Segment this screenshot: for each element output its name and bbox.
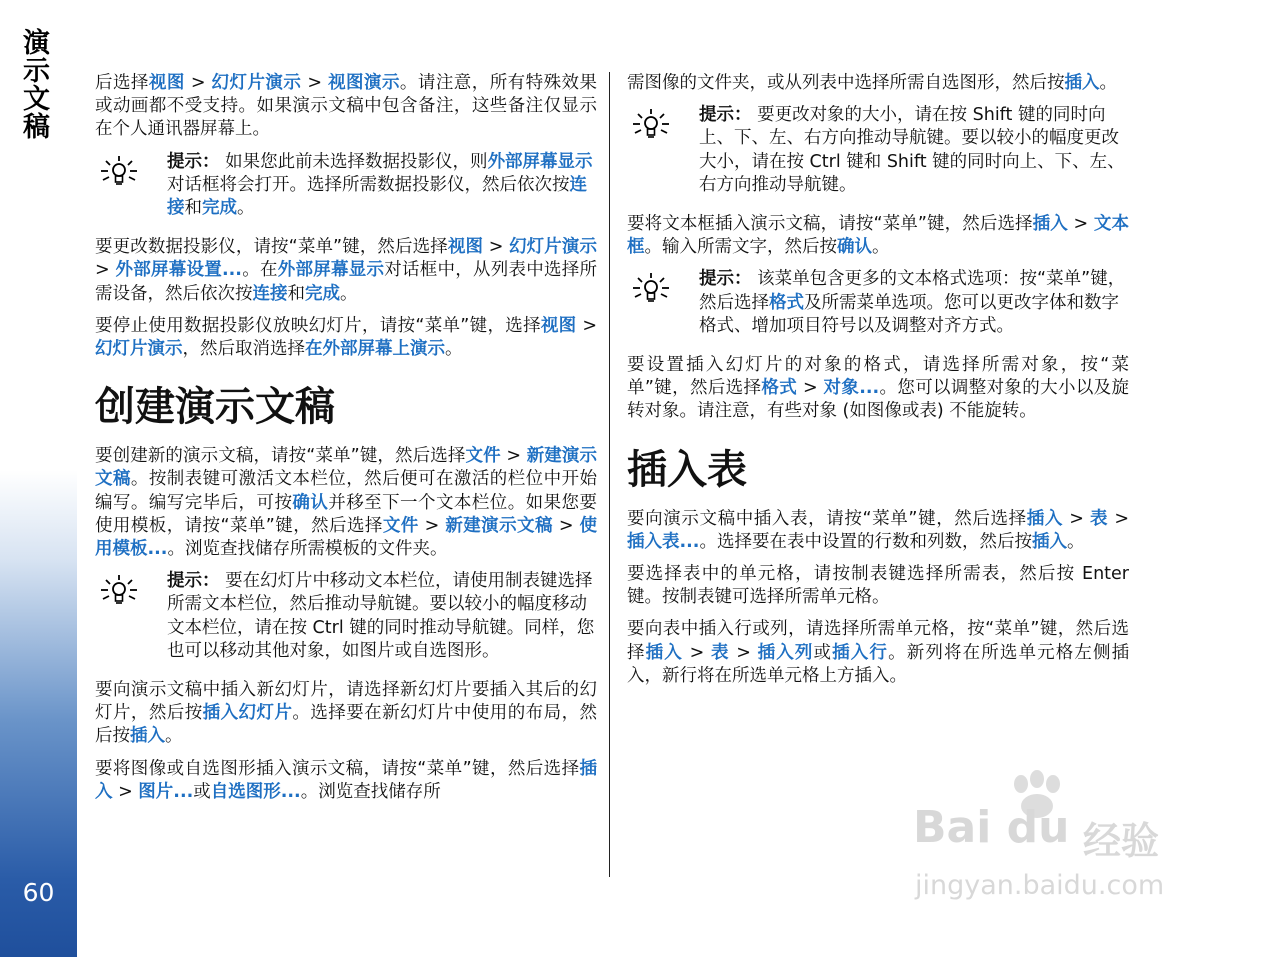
menu-reference: 幻灯片演示: [95, 339, 183, 360]
menu-reference: 在外部屏幕上演示: [305, 339, 445, 360]
page-number: 60: [22, 878, 55, 907]
text: 。您可以调整对象的大小以及旋转对象。请注意，有些对象 (如图像或表) 不能旋转。: [627, 378, 1130, 422]
text: 。: [237, 198, 255, 219]
text: 。按制表键可激活文本栏位，然后便可在激活的栏位中开始编写。编写完毕后，可按: [95, 469, 597, 513]
watermark-url: jingyan.baidu.com: [915, 870, 1165, 901]
text: 要更改对象的大小，请在按 Shift 键的同时向上、下、左、右方向推动导航键。要以较小的幅度更改大小，请在按 Ctrl 键和 Shift 键的同时向上、下、左、右方向推动导航键。: [699, 105, 1125, 195]
lightbulb-icon: [629, 270, 673, 310]
paragraph: [627, 213, 1129, 259]
text: 。: [1066, 531, 1085, 552]
paragraph: [627, 618, 1129, 688]
menu-reference: 插入列: [757, 642, 814, 663]
menu-reference: 幻灯片演示: [509, 237, 598, 258]
text: 。在: [241, 260, 278, 281]
menu-reference: 新建演示文稿: [95, 446, 598, 490]
text: >: [1108, 508, 1130, 529]
menu-reference: 表: [1090, 508, 1109, 529]
menu-reference: 使用模板...: [95, 515, 598, 560]
menu-reference: 新建演示文稿: [445, 515, 553, 536]
text: 要向表中插入行或列，请选择所需单元格，按“菜单”键，然后选择: [627, 619, 1129, 663]
menu-reference: 插入: [130, 726, 165, 747]
text: 需图像的文件夹，或从列表中选择所需自选图形，然后按: [627, 73, 1065, 93]
text: >: [184, 73, 212, 93]
text: >: [552, 515, 580, 536]
menu-reference: 视图: [447, 237, 484, 258]
menu-reference: 插入: [95, 758, 597, 802]
lightbulb-icon: [629, 106, 673, 146]
paragraph: [95, 315, 597, 361]
menu-reference: 文件: [465, 446, 501, 467]
tip-text: [167, 570, 597, 663]
paragraph: [95, 236, 597, 306]
menu-reference: 完成: [202, 198, 237, 219]
text: 该菜单包含更多的文本格式选项：按“菜单”键，然后选择: [699, 269, 1126, 313]
text: 。浏览查找储存所: [300, 781, 441, 802]
menu-reference: 确认: [837, 237, 872, 258]
tip-text: [167, 151, 597, 221]
text: >: [682, 642, 711, 663]
menu-reference: 格式: [761, 378, 798, 399]
text: 。: [872, 237, 890, 258]
menu-reference: 插入: [1064, 73, 1100, 93]
paragraph: [627, 563, 1129, 609]
column-divider: [609, 72, 610, 877]
tip-text: [699, 104, 1129, 197]
text: 如果您此前未选择数据投影仪，则: [219, 151, 488, 172]
menu-reference: 对象...: [823, 378, 880, 399]
text: 。: [165, 726, 183, 747]
text: 并移至下一个文本栏位。如果您要使用模板，请按“菜单”键，然后选择: [95, 492, 598, 536]
menu-reference: 插入: [1032, 214, 1068, 235]
text: 。选择要在表中设置的行数和列数，然后按: [699, 531, 1032, 552]
text: 。选择要在新幻灯片中使用的布局，然后按: [95, 703, 598, 747]
text: 和: [184, 198, 202, 219]
text: >: [500, 446, 527, 467]
menu-reference: 插入幻灯片: [202, 703, 293, 724]
text: 。: [1099, 73, 1117, 93]
text: 要将文本框插入演示文稿，请按“菜单”键，然后选择: [627, 214, 1033, 235]
text: 。输入所需文字，然后按: [644, 237, 837, 258]
menu-reference: 插入: [1026, 508, 1064, 529]
text: >: [1063, 508, 1091, 529]
text: 。浏览查找储存所需模板的文件夹。: [167, 539, 448, 560]
menu-reference: 图片...: [138, 781, 194, 802]
text: >: [797, 378, 824, 399]
paragraph: [95, 72, 597, 142]
text: 要向演示文稿中插入新幻灯片，请选择新幻灯片要插入其后的幻灯片，然后按: [95, 680, 597, 724]
left-column: [95, 72, 597, 813]
text: 。: [340, 283, 358, 304]
lightbulb-icon: [97, 572, 141, 612]
tip-box: [95, 570, 597, 663]
tip-label: 提示：: [699, 269, 752, 290]
text: 要停止使用数据投影仪放映幻灯片，请按“菜单”键，选择: [95, 315, 541, 336]
tip-box: [627, 104, 1129, 197]
text: 要将图像或自选图形插入演示文稿，请按“菜单”键，然后选择: [95, 758, 580, 779]
paragraph: [95, 445, 597, 561]
menu-reference: 格式: [769, 292, 804, 313]
paragraph: [627, 508, 1129, 554]
text: 和: [287, 283, 305, 304]
text: 要向演示文稿中插入表，请按“菜单”键，然后选择: [627, 508, 1027, 529]
text: 要设置插入幻灯片的对象的格式，请选择所需对象，按“菜单”键，然后选择: [627, 355, 1129, 399]
text: 。: [445, 339, 463, 360]
text: 或: [813, 642, 833, 663]
tip-label: 提示：: [167, 571, 220, 592]
text: 要更改数据投影仪，请按“菜单”键，然后选择: [95, 237, 448, 258]
menu-reference: 插入: [645, 642, 683, 663]
text: 。请注意，所有特殊效果或动画都不受支持。如果演示文稿中包含备注，这些备注仅显示在个人通讯器屏幕上。: [95, 73, 598, 140]
paragraph: [627, 72, 1129, 95]
menu-reference: 视图: [540, 315, 577, 336]
menu-reference: 完成: [305, 283, 340, 304]
menu-reference: 视图演示: [328, 73, 400, 93]
text: 要创建新的演示文稿，请按“菜单”键，然后选择: [95, 446, 466, 467]
menu-reference: 外部屏幕显示: [487, 151, 593, 172]
text: >: [729, 642, 758, 663]
text: >: [418, 515, 446, 536]
watermark-logo-text: Bai du: [913, 802, 1070, 853]
side-section-title: 演示文稿: [18, 28, 49, 140]
section-heading: 插入表: [627, 446, 747, 493]
text: 要在幻灯片中移动文本栏位，请使用制表键选择所需文本栏位，然后推动导航键。要以较小的幅度移动文本栏位，请在按 Ctrl 键的同时推动导航键。同样，您也可以移动其他对象，如图片或自选图形。: [167, 571, 595, 661]
menu-reference: 插入行: [832, 642, 889, 663]
menu-reference: 插入表...: [627, 531, 700, 552]
tip-label: 提示：: [167, 151, 220, 172]
side-tab: [0, 0, 77, 957]
tip-text: [699, 268, 1129, 338]
menu-reference: 外部屏幕显示: [277, 260, 385, 281]
menu-reference: 视图: [148, 73, 185, 93]
paragraph: [95, 758, 597, 804]
text: 对话框将会打开。选择所需数据投影仪，然后依次按: [167, 174, 570, 195]
watermark-cn-text: 经验: [1083, 819, 1160, 863]
baidu-watermark: [905, 770, 1205, 910]
text: >: [95, 260, 116, 281]
tip-label: 提示：: [699, 105, 752, 126]
menu-reference: 连接: [167, 174, 587, 219]
text: >: [1067, 214, 1094, 235]
paragraph: [95, 679, 597, 749]
tip-box: [627, 268, 1129, 338]
lightbulb-icon: [97, 153, 141, 193]
section-heading: 创建演示文稿: [95, 384, 335, 431]
menu-reference: 插入: [1031, 531, 1067, 552]
text: 要选择表中的单元格，请按制表键选择所需表，然后按 Enter 键。按制表键可选择所需单元格。: [627, 564, 1129, 608]
text: ，然后取消选择: [182, 339, 305, 360]
right-column: [627, 72, 1129, 697]
text: >: [483, 237, 510, 258]
text: 。新列将在所选单元格左侧插入，新行将在所选单元格上方插入。: [627, 642, 1130, 686]
text: >: [112, 781, 139, 802]
menu-reference: 表: [710, 642, 730, 663]
menu-reference: 文件: [382, 515, 419, 536]
text: 对话框中，从列表中选择所需设备，然后依次按: [95, 260, 598, 304]
menu-reference: 幻灯片演示: [211, 73, 302, 93]
tip-box: [95, 151, 597, 221]
menu-reference: 确认: [292, 492, 329, 513]
paragraph: [627, 354, 1129, 424]
text: >: [576, 315, 598, 336]
menu-reference: 自选图形...: [210, 781, 301, 802]
menu-reference: 外部屏幕设置...: [115, 260, 242, 281]
menu-reference: 连接: [252, 283, 288, 304]
text: 后选择: [95, 73, 149, 93]
menu-reference: 文本框: [627, 214, 1129, 258]
text: 及所需菜单选项。您可以更改字体和数字格式、增加项目符号以及调整对齐方式。: [699, 292, 1119, 336]
text: 或: [193, 781, 211, 802]
text: >: [301, 73, 329, 93]
